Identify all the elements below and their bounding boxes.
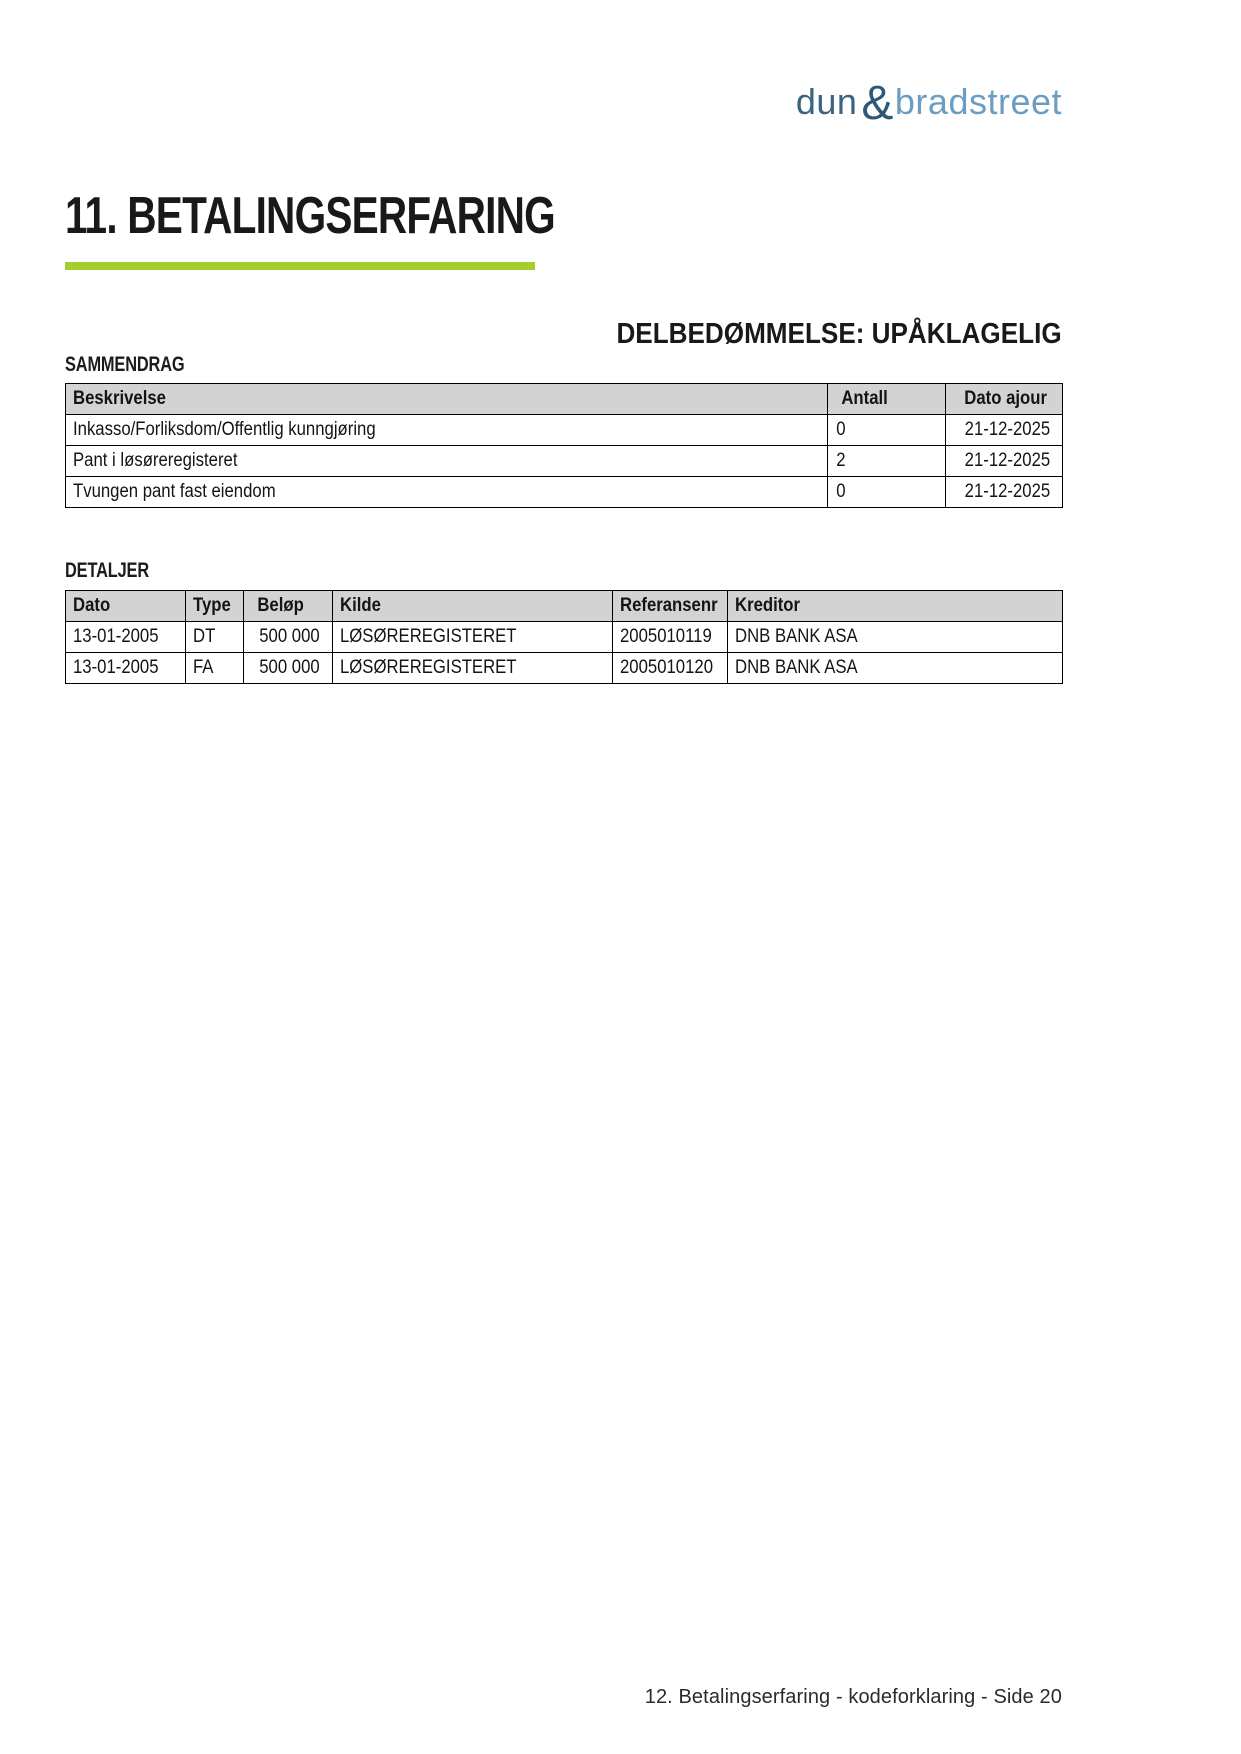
details-cell-kreditor: DNB BANK ASA	[728, 622, 1063, 653]
details-cell-kreditor: DNB BANK ASA	[728, 653, 1063, 684]
details-cell-referansenr: 2005010119	[613, 622, 728, 653]
summary-col-dato-ajour: Dato ajour	[946, 384, 1063, 415]
details-cell-dato: 13-01-2005	[66, 622, 186, 653]
details-cell-referansenr: 2005010120	[613, 653, 728, 684]
summary-cell-beskrivelse: Inkasso/Forliksdom/Offentlig kunngjøring	[66, 415, 828, 446]
logo-text-bradstreet: bradstreet	[894, 81, 1062, 122]
details-cell-dato: 13-01-2005	[66, 653, 186, 684]
summary-cell-antall: 0	[828, 415, 946, 446]
summary-cell-antall: 2	[828, 446, 946, 477]
assessment-heading	[567, 318, 1062, 351]
summary-table	[65, 383, 1063, 508]
details-table-header	[66, 591, 1063, 622]
details-cell-belop: 500 000	[244, 653, 333, 684]
page-title-text: 11. BETALINGSERFARING	[65, 187, 555, 245]
details-col-dato: Dato	[66, 591, 186, 622]
summary-section-heading-text: SAMMENDRAG	[65, 353, 185, 376]
logo-ampersand-icon: &	[861, 77, 894, 130]
summary-table-row	[66, 415, 1063, 446]
details-col-belop: Beløp	[244, 591, 333, 622]
details-table	[65, 590, 1063, 684]
summary-header-row	[66, 384, 1063, 415]
details-col-kreditor: Kreditor	[728, 591, 1063, 622]
summary-cell-beskrivelse: Tvungen pant fast eiendom	[66, 477, 828, 508]
details-cell-kilde: LØSØREREGISTERET	[333, 622, 613, 653]
details-section-heading	[65, 559, 173, 583]
details-col-referansenr: Referansenr	[613, 591, 728, 622]
summary-section-heading	[65, 353, 218, 377]
summary-table-row	[66, 446, 1063, 477]
details-table-row	[66, 653, 1063, 684]
details-table-body	[66, 622, 1063, 684]
summary-cell-dato-ajour: 21-12-2025	[946, 446, 1063, 477]
summary-table-header	[66, 384, 1063, 415]
details-section-heading-text: DETALJER	[65, 559, 149, 582]
details-col-kilde: Kilde	[333, 591, 613, 622]
logo-text-dun: dun	[795, 81, 858, 122]
page-title	[65, 187, 693, 245]
details-cell-belop: 500 000	[244, 622, 333, 653]
summary-cell-dato-ajour: 21-12-2025	[946, 415, 1063, 446]
summary-cell-beskrivelse: Pant i løsøreregisteret	[66, 446, 828, 477]
details-table-row	[66, 622, 1063, 653]
summary-col-beskrivelse: Beskrivelse	[66, 384, 828, 415]
details-col-type: Type	[186, 591, 244, 622]
details-cell-type: FA	[186, 653, 244, 684]
details-header-row	[66, 591, 1063, 622]
title-accent-bar	[65, 262, 535, 270]
details-cell-kilde: LØSØREREGISTERET	[333, 653, 613, 684]
dun-bradstreet-logo	[796, 76, 1062, 131]
summary-col-antall: Antall	[828, 384, 946, 415]
summary-cell-dato-ajour: 21-12-2025	[946, 477, 1063, 508]
assessment-heading-text: DELBEDØMMELSE: UPÅKLAGELIG	[616, 318, 1062, 350]
summary-table-body	[66, 415, 1063, 508]
summary-table-row	[66, 477, 1063, 508]
details-cell-type: DT	[186, 622, 244, 653]
summary-cell-antall: 0	[828, 477, 946, 508]
page-footer: 12. Betalingserfaring - kodeforklaring - Side 20	[644, 1686, 1062, 1708]
